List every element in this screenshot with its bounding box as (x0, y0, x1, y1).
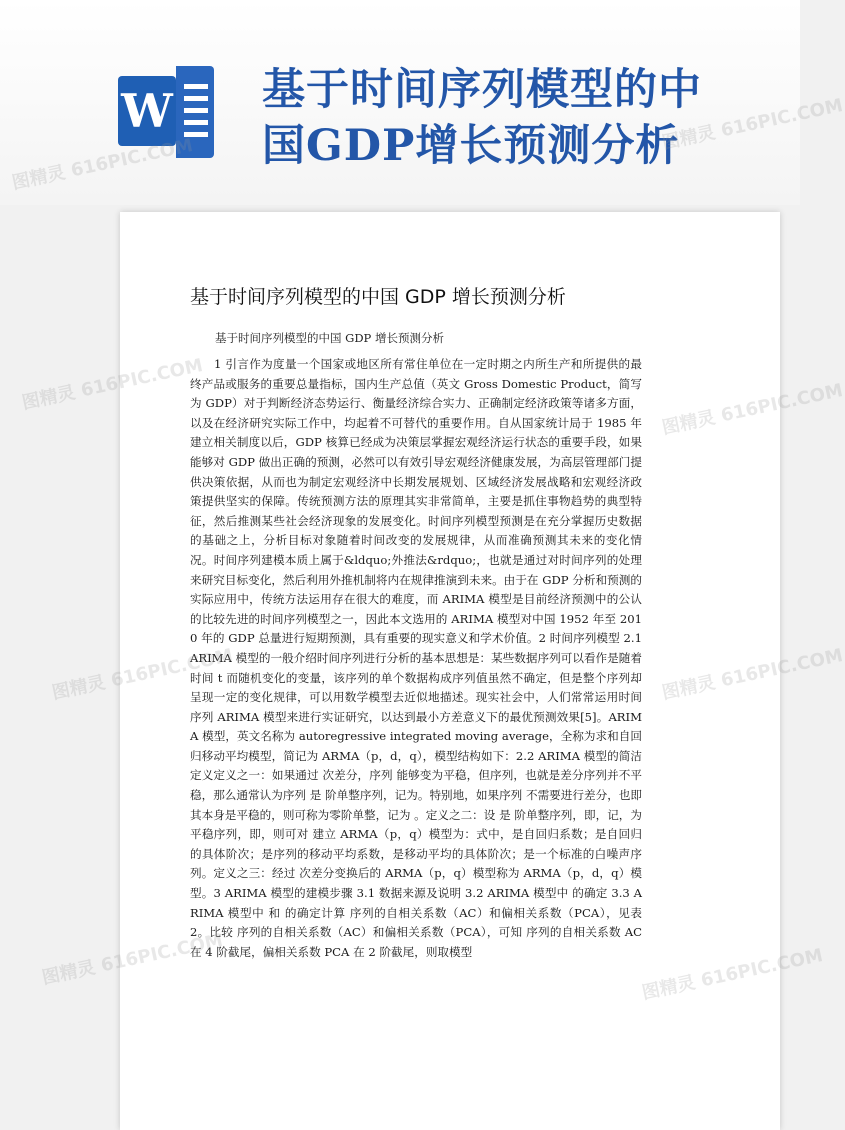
watermark: 图精灵 616PIC.COM (660, 645, 845, 704)
banner-title-line2: 国GDP增长预测分析 (262, 121, 680, 171)
watermark: 图精灵 616PIC.COM (20, 355, 205, 414)
document-body: 1 引言作为度量一个国家或地区所有常住单位在一定时期之内所生产和所提供的最终产品或服务的重要总量指标，国内生产总值（英文 Gross Domestic Product，简写为 GDP）对于判断经济态势运行、衡量经济综合实力、正确制定经济政策等诸多方面，以及在经济研究实际工作中，均起着不可替代的重要作用。自从国家统计局于 1985 年建立相关制度以后，GDP 核算已经成为决策层掌握宏观经济运行状态的重要手段，如果能够对 GDP 做出正确的预测，必然可以有效引导宏观经济健康发展，为高层管理部门提供决策依据，从而也为制定宏观经济中长期发展规划、区域经济发展战略和宏观经济政策提供坚实的保障。传统预测方法的原理其实非常简单，主要是抓住事物趋势的典型特征，然后推测某些社会经济现象的发展变化。时间序列模型预测是在充分掌握历史数据的基础之上，分析目标对象随着时间改变的发展规律，从而准确预测其未来的变化情况。时间序列建模本质上属于&ldquo;外推法&rdquo;，也就是通过对时间序列的处理来研究目标变化，然后利用外推机制将内在规律推演到未来。由于在 GDP 分析和预测的实际应用中，传统方法运用存在很大的难度，而 ARIMA 模型是目前经济预测中的公认的比较先进的时间序列模型之一，因此本文选用的 ARIMA 模型对中国 1952 年至 2010 年的 GDP 总量进行短期预测，具有重要的现实意义和学术价值。2 时间序列模型 2.1 ARIMA 模型的一般介绍时间序列进行分析的基本思想是：某些数据序列可以看作是随着时间 t 而随机变化的变量，该序列的单个数据构成序列值虽然不确定，但是整个序列却呈现一定的变化规律，可以用数学模型去近似地描述。现实社会中，人们常常运用时间序列 ARIMA 模型来进行实证研究，以达到最小方差意义下的最优预测效果[5]。ARIMA 模型，英文名称为 autoregressive integrated moving average，全称为求和自回归移动平均模型，简记为 ARMA（p，d，q），模型结构如下：2.2 ARIMA 模型的简洁定义定义之一：如果通过 次差分，序列 能够变为平稳，但序列，也就是差分序列并不平稳，那么通常认为序列 是 阶单整序列，记为。特别地，如果序列 不需要进行差分，也即其本身是平稳的，则可称为零阶单整，记为 。定义之二：设 是 阶单整序列，即，记，为平稳序列，即，则可对 建立 ARMA（p，q）模型为：式中，是自回归系数；是自回归的具体阶次；是序列的移动平均系数，是移动平均的具体阶次；是一个标准的白噪声序列。定义之三：经过 次差分变换后的 ARMA（p，q）模型称为 ARMA（p，d，q）模型。3 ARIMA 模型的建模步骤 3.1 数据来源及说明 3.2 ARIMA 模型中 的确定 3.3 ARIMA 模型中 和 的确定计算 序列的自相关系数（AC）和偏相关系数（PCA），见表 2。比较 序列的自相关系数（AC）和偏相关系数（PCA），可知 序列的自相关系数 AC 在 4 阶截尾，偏相关系数 PCA 在 2 阶截尾，则取模型 (190, 357, 642, 959)
word-icon-letter: W (118, 76, 176, 146)
banner-title (262, 62, 782, 174)
word-document-icon (118, 66, 214, 166)
document-page (120, 212, 780, 1130)
watermark: 图精灵 616PIC.COM (50, 645, 235, 704)
watermark: 图精灵 616PIC.COM (660, 380, 845, 439)
header-banner (0, 0, 800, 205)
word-icon-lines (176, 66, 214, 158)
document-subtitle: 基于时间序列模型的中国 GDP 增长预测分析 (215, 331, 444, 345)
document-title: 基于时间序列模型的中国 GDP 增长预测分析 (190, 286, 566, 308)
watermark: 图精灵 616PIC.COM (40, 930, 225, 989)
banner-title-line1: 基于时间序列模型的中 (262, 65, 702, 115)
watermark: 图精灵 616PIC.COM (660, 95, 845, 154)
watermark: 图精灵 616PIC.COM (640, 945, 825, 1004)
watermark: 图精灵 616PIC.COM (10, 135, 195, 194)
